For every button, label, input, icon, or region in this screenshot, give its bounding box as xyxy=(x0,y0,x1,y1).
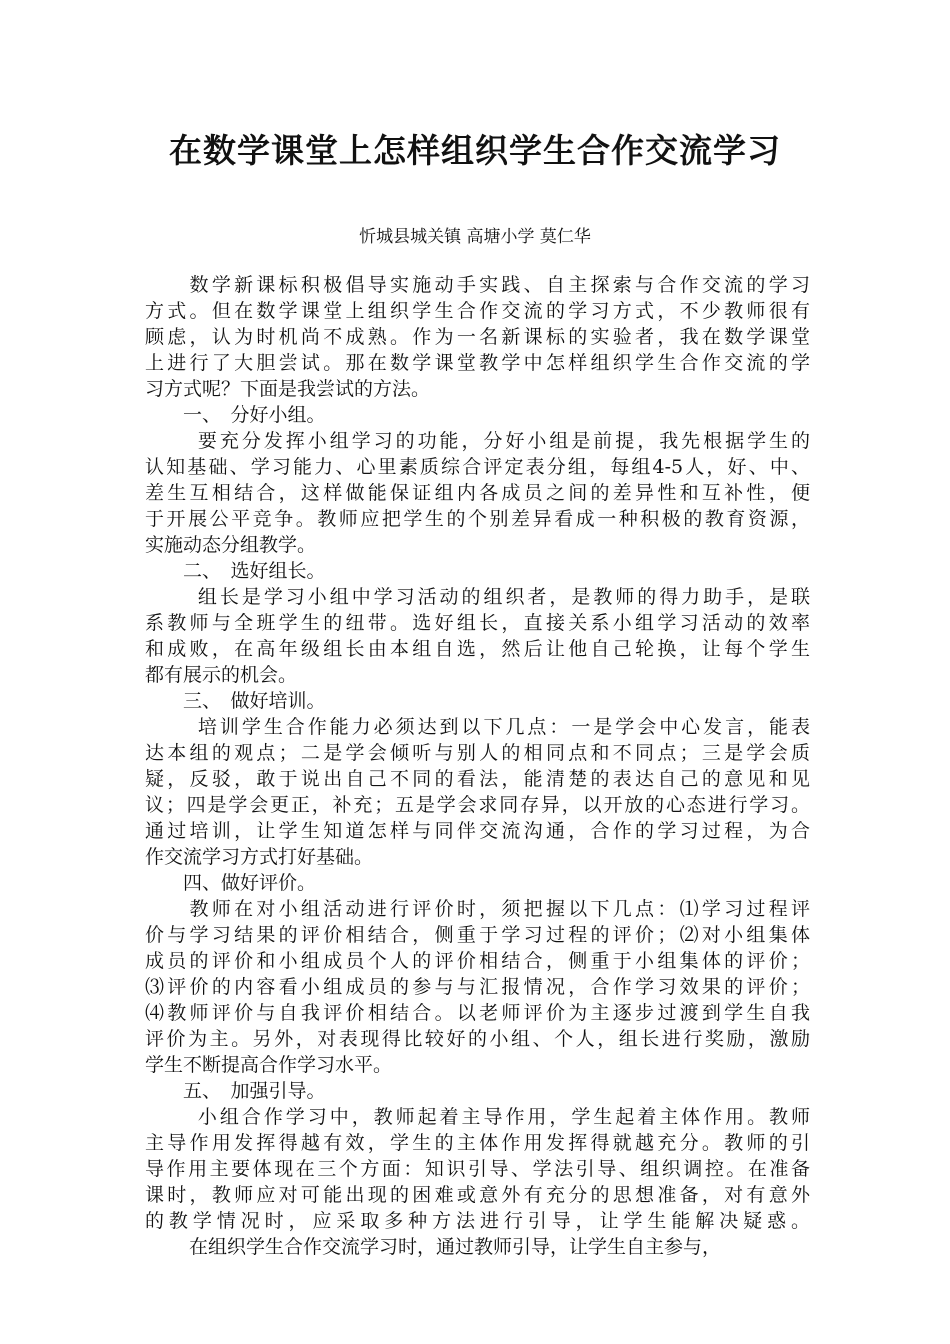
body-line: 都有展示的机会。 xyxy=(145,664,298,686)
body-line: ⑶评价的内容看小组成员的参与与汇报情况，合作学习效果的评价； xyxy=(145,976,810,998)
body-line: 系教师与全班学生的纽带。选好组长，直接关系小组学习活动的效率 xyxy=(145,612,810,634)
body-line: 和成败，在高年级组长由本组自选，然后让他自己轮换，让每个学生 xyxy=(145,638,810,660)
author-line: 忻城县城关镇 高塘小学 莫仁华 xyxy=(359,227,591,247)
section-heading-2: 二、 选好组长。 xyxy=(145,560,326,582)
body-line: 教师在对小组活动进行评价时，须把握以下几点：⑴学习过程评 xyxy=(145,898,810,920)
section-heading-1: 一、 分好小组。 xyxy=(145,404,326,426)
document-title: 在数学课堂上怎样组织学生合作交流学习 xyxy=(169,131,781,170)
body-line: 培训学生合作能力必须达到以下几点：一是学会中心发言，能表 xyxy=(145,716,810,738)
body-line: 在组织学生合作交流学习时，通过教师引导，让学生自主参与， xyxy=(145,1236,722,1258)
body-line: 习方式呢？下面是我尝试的方法。 xyxy=(145,378,431,400)
section-heading-3: 三、 做好培训。 xyxy=(145,690,326,712)
body-line: 小组合作学习中，教师起着主导作用，学生起着主体作用。教师 xyxy=(145,1106,810,1128)
body-line: 成员的评价和小组成员个人的评价相结合，侧重于小组集体的评价； xyxy=(145,950,810,972)
article-body xyxy=(145,272,810,1260)
body-line: 方式。但在数学课堂上组织学生合作交流的学习方式，不少教师很有 xyxy=(145,300,810,322)
body-line: 课时，教师应对可能出现的困难或意外有充分的思想准备，对有意外 xyxy=(145,1184,810,1206)
body-line: 评价为主。另外，对表现得比较好的小组、个人，组长进行奖励，激励 xyxy=(145,1028,810,1050)
body-line: 疑，反驳，敢于说出自己不同的看法，能清楚的表达自己的意见和见 xyxy=(145,768,810,790)
body-line: 数学新课标积极倡导实施动手实践、自主探索与合作交流的学习 xyxy=(145,274,810,296)
body-line: 认知基础、学习能力、心里素质综合评定表分组，每组4-5人，好、中、 xyxy=(145,456,810,478)
body-line: 要充分发挥小组学习的功能，分好小组是前提，我先根据学生的 xyxy=(145,430,810,452)
body-line: 组长是学习小组中学习活动的组织者，是教师的得力助手，是联 xyxy=(145,586,810,608)
section-heading-4: 四、做好评价。 xyxy=(145,872,317,894)
body-line: 顾虑，认为时机尚不成熟。作为一名新课标的实验者，我在数学课堂 xyxy=(145,326,810,348)
body-line: 学生不断提高合作学习水平。 xyxy=(145,1054,393,1076)
body-line: 实施动态分组教学。 xyxy=(145,534,317,556)
body-line: ⑷教师评价与自我评价相结合。以老师评价为主逐步过渡到学生自我 xyxy=(145,1002,810,1024)
body-line: 作交流学习方式打好基础。 xyxy=(145,846,374,868)
body-line: 达本组的观点；二是学会倾听与别人的相同点和不同点；三是学会质 xyxy=(145,742,810,764)
body-line: 差生互相结合，这样做能保证组内各成员之间的差异性和互补性，便 xyxy=(145,482,810,504)
body-line: 主导作用发挥得越有效，学生的主体作用发挥得就越充分。教师的引 xyxy=(145,1132,810,1154)
body-line: 于开展公平竞争。教师应把学生的个别差异看成一种积极的教育资源， xyxy=(145,508,810,530)
body-line: 的教学情况时，应采取多种方法进行引导，让学生能解决疑惑。 xyxy=(145,1210,810,1232)
body-line: 导作用主要体现在三个方面：知识引导、学法引导、组织调控。在准备 xyxy=(145,1158,810,1180)
body-line: 价与学习结果的评价相结合，侧重于学习过程的评价；⑵对小组集体 xyxy=(145,924,810,946)
body-line: 通过培训，让学生知道怎样与同伴交流沟通，合作的学习过程，为合 xyxy=(145,820,810,842)
body-line: 上进行了大胆尝试。那在数学课堂教学中怎样组织学生合作交流的学 xyxy=(145,352,810,374)
section-heading-5: 五、 加强引导。 xyxy=(145,1080,326,1102)
body-line: 议；四是学会更正，补充；五是学会求同存异，以开放的心态进行学习。 xyxy=(145,794,810,816)
